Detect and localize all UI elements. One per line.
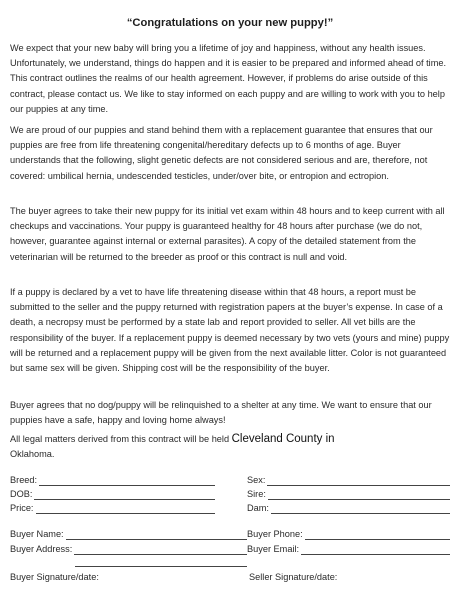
- buyer-address-line[interactable]: [74, 544, 247, 555]
- buyer-name-line[interactable]: [66, 529, 247, 540]
- sire-label: Sire:: [247, 489, 266, 499]
- seller-signature-label: Seller Signature/date:: [249, 572, 338, 582]
- county-text: Cleveland County in: [231, 433, 335, 445]
- buyer-name-field[interactable]: [10, 528, 247, 540]
- sex-line[interactable]: [267, 475, 450, 486]
- breed-label: Breed:: [10, 475, 38, 485]
- page-title: “Congratulations on your new puppy!”: [126, 17, 334, 29]
- sex-field[interactable]: [247, 474, 450, 486]
- legal-text-start: All legal matters derived from this contract will be held: [10, 434, 232, 444]
- disease-paragraph: If a puppy is declared by a vet to have life threatening disease within that 48 hours, a report must be submitted to the seller and the puppy returned with registration papers at the buyer’s expense. In case of a death, a necropsy must be performed by a state lab and report provided to seller. All vet bills are the responsibility of the buyer. If a replacement puppy is deemed necessary by two vets (yours and mine) puppy will be returned and a replacement puppy will be given from the next available litter. Color is not guaranteed but same sex will be given. Shipping cost will be the responsibility of the buyer.: [10, 287, 450, 374]
- dob-label: DOB:: [10, 489, 33, 499]
- buyer-email-line[interactable]: [301, 544, 450, 555]
- breed-line[interactable]: [39, 475, 215, 486]
- legal-paragraph: [10, 432, 452, 462]
- price-line[interactable]: [36, 503, 216, 514]
- dam-label: Dam:: [247, 503, 269, 513]
- price-field[interactable]: [10, 502, 215, 514]
- breed-field[interactable]: [10, 474, 215, 486]
- buyer-signature-label: Buyer Signature/date:: [10, 572, 99, 582]
- vet-exam-paragraph: The buyer agrees to take their new puppy for its initial vet exam within 48 hours and to keep current with all checkups and vaccinations. Your puppy is guaranteed healthy for 48 hours after purchase (we do not, however, guarantee against internal or external parasites). A copy of the detailed statement from the veterinarian will be returned to the breeder as proof or this contract is null and void.: [10, 206, 445, 262]
- sire-line[interactable]: [268, 489, 450, 500]
- buyer-phone-label: Buyer Phone:: [247, 529, 303, 539]
- dob-field[interactable]: [10, 488, 215, 500]
- price-label: Price:: [10, 503, 34, 513]
- dam-line[interactable]: [271, 503, 450, 514]
- buyer-address-field[interactable]: [10, 543, 247, 555]
- buyer-address-line-2[interactable]: [75, 556, 247, 567]
- buyer-phone-line[interactable]: [305, 529, 450, 540]
- shelter-paragraph: Buyer agrees that no dog/puppy will be relinquished to a shelter at any time. We want to ensure that our puppies have a safe, happy and loving home always!: [10, 400, 432, 426]
- guarantee-paragraph: We are proud of our puppies and stand behind them with a replacement guarantee that ensures that our puppies are free from life threatening congenital/hereditary defects up to 6 months of age. Buyer understands that the following, slight genetic defects are not considered serious and are, therefore, not covered: umbilical hernia, undescended testicles, under/over bite, or entropion and ectropion.: [10, 125, 433, 181]
- buyer-address-label: Buyer Address:: [10, 544, 73, 554]
- buyer-phone-field[interactable]: [247, 528, 450, 540]
- buyer-name-label: Buyer Name:: [10, 529, 64, 539]
- buyer-email-field[interactable]: [247, 543, 450, 555]
- sire-field[interactable]: [247, 488, 450, 500]
- intro-paragraph: We expect that your new baby will bring you a lifetime of joy and happiness, without any health issues. Unfortunately, we understand, things do happen and it is easier to be prepared and informed ahead of time. This contract outlines the realms of our health agreement. However, if problems do arise outside of this contract, please contact us. We like to stay informed on each puppy and are willing to work with you to help our puppies at any time.: [10, 43, 447, 114]
- sex-label: Sex:: [247, 475, 266, 485]
- legal-text-end: Oklahoma.: [10, 449, 55, 460]
- buyer-address-line-2-rule[interactable]: [75, 556, 247, 567]
- dob-line[interactable]: [34, 489, 215, 500]
- buyer-email-label: Buyer Email:: [247, 544, 300, 554]
- dam-field[interactable]: [247, 502, 450, 514]
